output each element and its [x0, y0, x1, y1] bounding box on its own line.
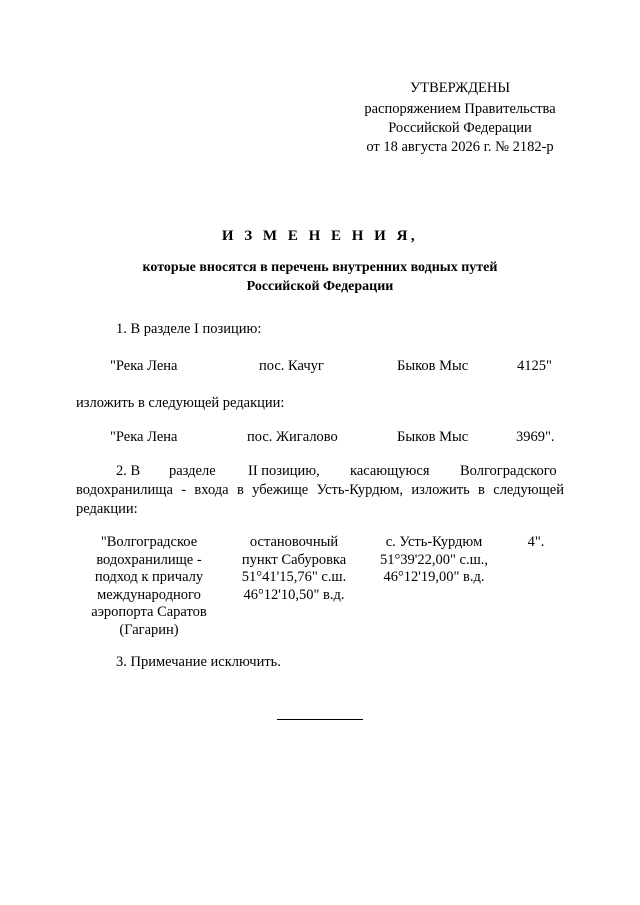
col-river-line: водохранилище - — [96, 551, 202, 568]
volgograd-col-start — [224, 534, 364, 604]
old-row-start: пос. Качуг — [259, 358, 324, 374]
item2-line2: водохранилища - входа в убежище Усть-Курдюм, изложить в следующей — [76, 482, 564, 498]
col-end-line: 51°39'22,00" с.ш., — [379, 551, 489, 568]
approval-line-date: от 18 августа 2026 г. № 2182-р — [366, 139, 554, 155]
new-row-start: пос. Жигалово — [247, 429, 338, 445]
new-row-river: "Река Лена — [110, 429, 178, 445]
col-length-line: 4". — [527, 534, 545, 550]
volgograd-col-length — [516, 534, 556, 552]
item2-word-3: II позицию, — [248, 463, 320, 479]
new-row-end: Быков Мыс — [397, 429, 469, 445]
volgograd-col-end — [368, 534, 500, 587]
col-end-line: с. Усть-Курдюм — [385, 534, 483, 550]
item2-word-5: Волгоградского — [460, 463, 557, 479]
closing-divider — [277, 719, 363, 720]
col-start-line: остановочный — [249, 534, 339, 550]
col-end-line: 46°12'19,00" в.д. — [383, 569, 485, 585]
document-title — [0, 227, 640, 296]
item2-word-1: 2. В — [116, 463, 141, 479]
approval-line-government: Российской Федерации — [388, 120, 532, 136]
col-river-line: аэропорта Саратов — [91, 604, 207, 620]
col-start-line: 46°12'10,50" в.д. — [243, 586, 345, 603]
approval-line-decree: распоряжением Правительства — [364, 101, 556, 117]
col-river-line: "Волгоградское — [100, 534, 198, 550]
title-main: И З М Е Н Е Н И Я, — [221, 228, 419, 244]
item2-line3: редакции: — [76, 501, 138, 517]
item3-text: 3. Примечание исключить. — [116, 654, 281, 670]
item1-instruction: изложить в следующей редакции: — [76, 395, 285, 411]
item2-word-2: разделе — [169, 463, 216, 479]
item1-intro: 1. В разделе I позицию: — [116, 321, 262, 337]
col-start-line: 51°41'15,76" с.ш. — [241, 569, 347, 585]
old-row-end: Быков Мыс — [397, 358, 469, 374]
title-subtitle-line2: Российской Федерации — [246, 279, 394, 294]
col-start-line: пункт Сабуровка — [241, 551, 347, 568]
old-row-length: 4125" — [517, 358, 552, 374]
item2-word-4: касающуюся — [350, 463, 430, 479]
approval-title: УТВЕРЖДЕНЫ — [409, 80, 511, 96]
new-row-length: 3969". — [516, 429, 555, 445]
col-river-line: подход к причалу — [94, 569, 204, 585]
approval-block — [330, 79, 590, 157]
volgograd-col-river — [78, 534, 220, 639]
old-row-river: "Река Лена — [110, 358, 178, 374]
title-subtitle-line1: которые вносятся в перечень внутренних водных путей — [142, 260, 498, 275]
col-river-line: (Гагарин) — [119, 621, 179, 638]
col-river-line: международного — [97, 586, 201, 603]
